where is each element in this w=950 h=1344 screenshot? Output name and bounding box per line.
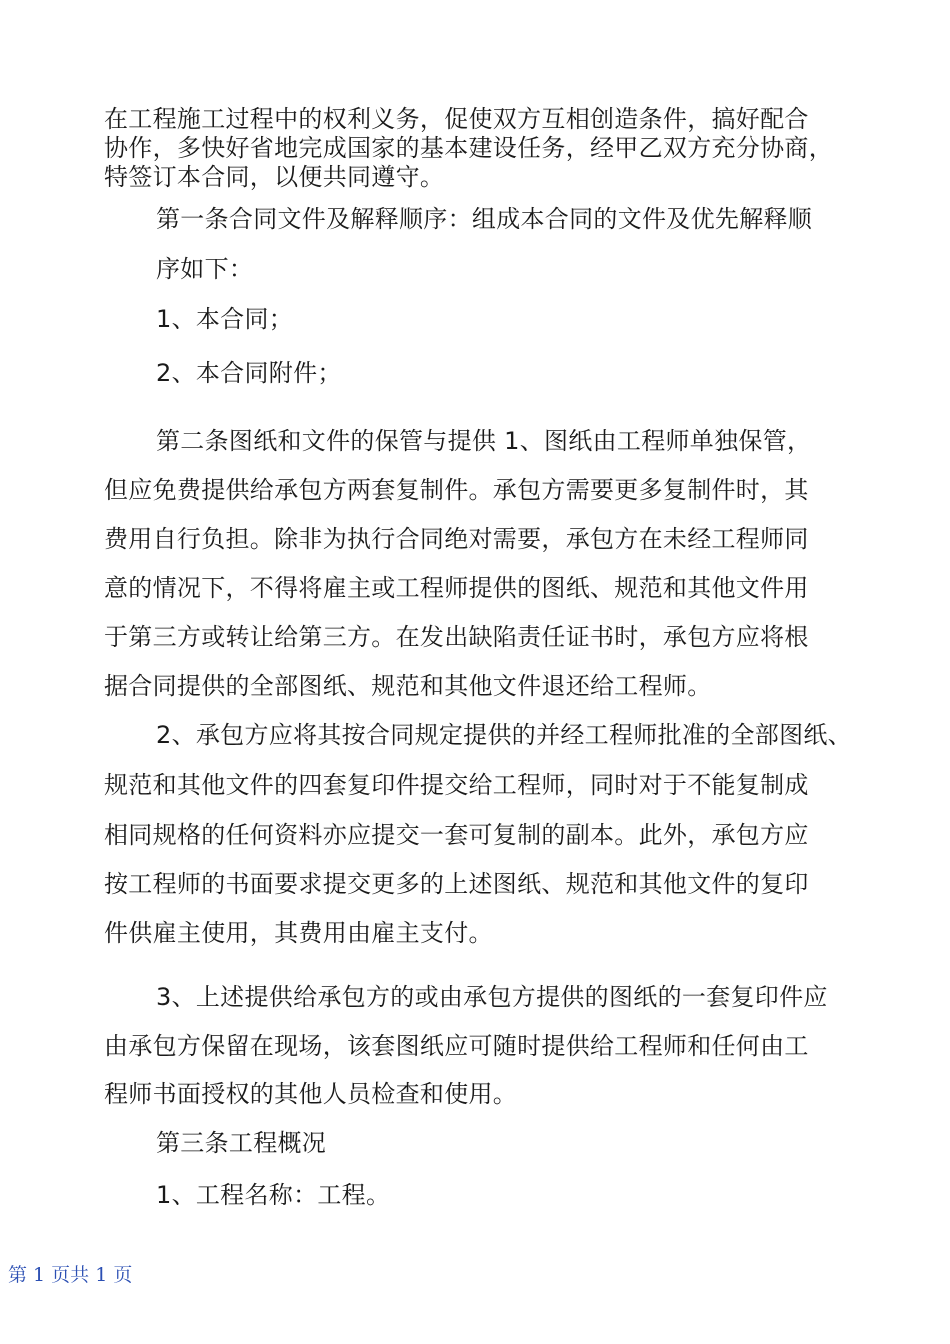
text-line: 序如下： (156, 255, 254, 283)
text-line: 于第三方或转让给第三方。在发出缺陷责任证书时，承包方应将根 (104, 623, 809, 651)
text-line: 按工程师的书面要求提交更多的上述图纸、规范和其他文件的复印 (104, 870, 809, 898)
text-line: 但应免费提供给承包方两套复制件。承包方需要更多复制件时，其 (104, 476, 809, 504)
text-line: 2、承包方应将其按合同规定提供的并经工程师批准的全部图纸、 (156, 721, 852, 749)
text-line: 程师书面授权的其他人员检查和使用。 (104, 1080, 518, 1108)
text-line: 第二条图纸和文件的保管与提供 1、图纸由工程师单独保管， (156, 427, 812, 455)
text-line: 第一条合同文件及解释顺序：组成本合同的文件及优先解释顺 (156, 205, 813, 233)
text-line: 特签订本合同，以便共同遵守。 (104, 163, 445, 191)
page-number-footer: 第 1 页共 1 页 (8, 1264, 133, 1286)
text-line: 费用自行负担。除非为执行合同绝对需要，承包方在未经工程师同 (104, 525, 809, 553)
text-line: 第三条工程概况 (156, 1129, 327, 1157)
text-line: 相同规格的任何资料亦应提交一套可复制的副本。此外，承包方应 (104, 821, 809, 849)
text-line: 1、工程名称：工程。 (156, 1181, 391, 1209)
text-line: 在工程施工过程中的权利义务，促使双方互相创造条件，搞好配合 (104, 105, 809, 133)
text-line: 1、本合同； (156, 305, 294, 333)
text-line: 据合同提供的全部图纸、规范和其他文件退还给工程师。 (104, 672, 712, 700)
text-line: 规范和其他文件的四套复印件提交给工程师，同时对于不能复制成 (104, 771, 809, 799)
text-line: 3、上述提供给承包方的或由承包方提供的图纸的一套复印件应 (156, 983, 828, 1011)
text-line: 2、本合同附件； (156, 359, 342, 387)
text-line: 由承包方保留在现场，该套图纸应可随时提供给工程师和任何由工 (104, 1032, 809, 1060)
text-line: 意的情况下，不得将雇主或工程师提供的图纸、规范和其他文件用 (104, 574, 809, 602)
text-line: 件供雇主使用，其费用由雇主支付。 (104, 919, 493, 947)
text-line: 协作，多快好省地完成国家的基本建设任务，经甲乙双方充分协商， (104, 134, 833, 162)
